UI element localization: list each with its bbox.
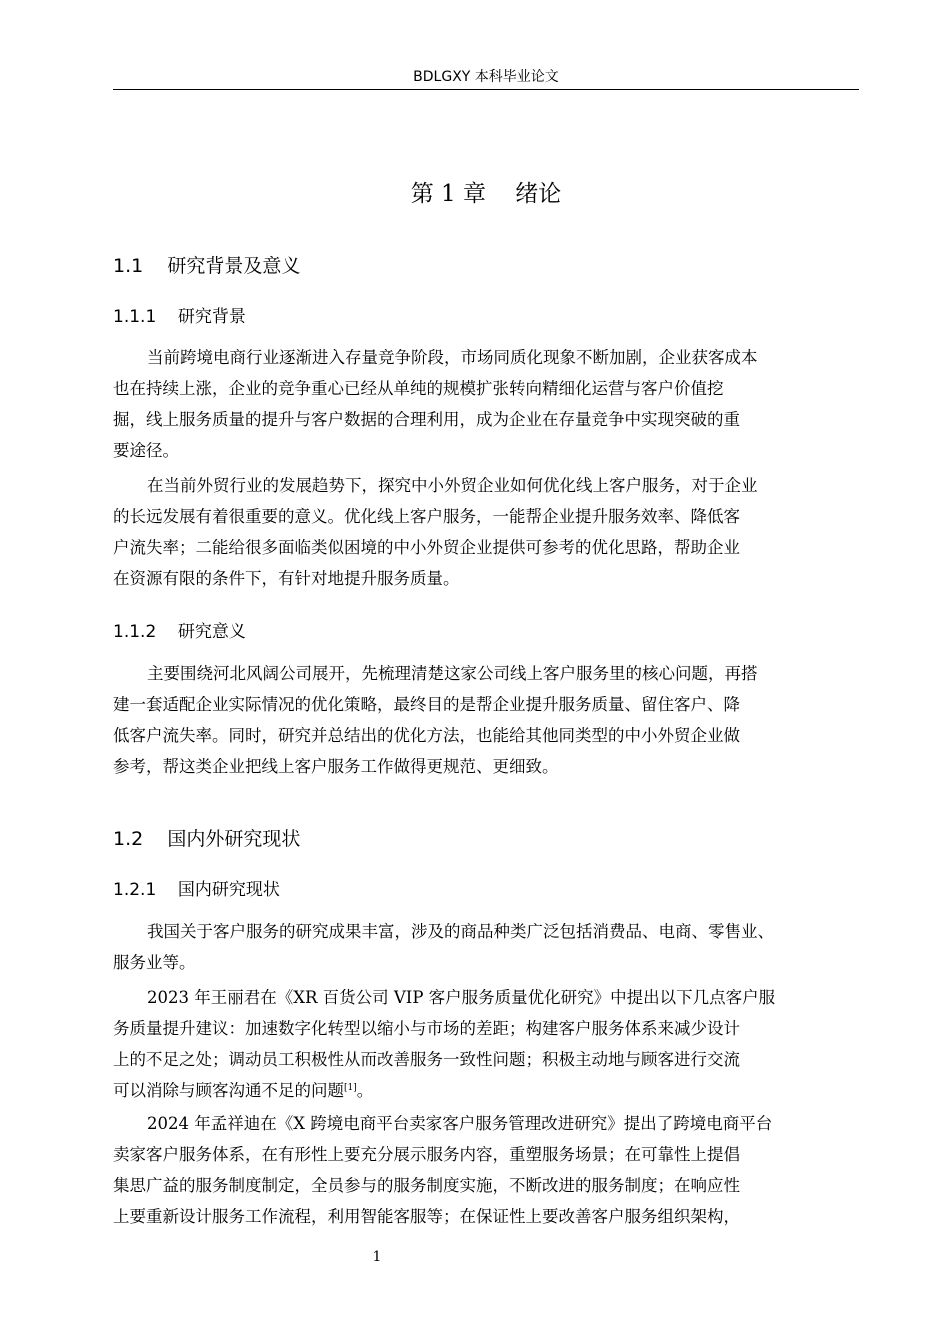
paragraph-research-background-2 <box>113 470 863 594</box>
section-heading-1-1-2: 1.1.2 研究意义 <box>113 622 246 642</box>
paragraph-domestic-research-intro <box>113 916 863 978</box>
text-line: 建一套适配企业实际情况的优化策略，最终目的是帮企业提升服务质量、留住客户、降 <box>113 695 740 714</box>
section-heading-1-2: 1.2 国内外研究现状 <box>113 828 301 850</box>
running-header: BDLGXY 本科毕业论文 <box>413 69 559 85</box>
chapter-title: 第 1 章 绪论 <box>410 181 562 207</box>
text-line: 当前跨境电商行业逐渐进入存量竞争阶段，市场同质化现象不断加剧，企业获客成本 <box>147 348 758 367</box>
text-line: 2024 年孟祥迪在《X 跨境电商平台卖家客户服务管理改进研究》提出了跨境电商平台 <box>147 1114 773 1133</box>
section-heading-1-1: 1.1 研究背景及意义 <box>113 255 301 277</box>
header-rule <box>113 89 859 90</box>
text-line: 2023 年王丽君在《XR 百货公司 VIP 客户服务质量优化研究》中提出以下几点客户服 <box>147 988 776 1007</box>
text-line: 集思广益的服务制度制定，全员参与的服务制度实施，不断改进的服务制度；在响应性 <box>113 1176 740 1195</box>
text-line-with-citation <box>113 1075 863 1106</box>
text-line: 卖家客户服务体系，在有形性上要充分展示服务内容，重塑服务场景；在可靠性上提倡 <box>113 1145 740 1164</box>
paragraph-research-significance <box>113 658 863 782</box>
paragraph-research-background-1 <box>113 342 863 466</box>
citation-ref: [1] <box>344 1083 357 1093</box>
text-line: 上的不足之处；调动员工积极性从而改善服务一致性问题；积极主动地与顾客进行交流 <box>113 1050 740 1069</box>
text-line: 低客户流失率。同时，研究并总结出的优化方法，也能给其他同类型的中小外贸企业做 <box>113 726 740 745</box>
text-line: 在当前外贸行业的发展趋势下，探究中小外贸企业如何优化线上客户服务，对于企业 <box>147 476 758 495</box>
text-line: 务质量提升建议：加速数字化转型以缩小与市场的差距；构建客户服务体系来减少设计 <box>113 1019 740 1038</box>
paragraph-domestic-research-2024 <box>113 1108 863 1232</box>
text-line: 上要重新设计服务工作流程，利用智能客服等；在保证性上要改善客户服务组织架构， <box>113 1207 740 1226</box>
text-line: 户流失率；二能给很多面临类似困境的中小外贸企业提供可参考的优化思路，帮助企业 <box>113 538 740 557</box>
text-line: 参考，帮这类企业把线上客户服务工作做得更规范、更细致。 <box>113 757 559 776</box>
text-line: 我国关于客户服务的研究成果丰富，涉及的商品种类广泛包括消费品、电商、零售业、 <box>147 922 774 941</box>
section-heading-1-2-1: 1.2.1 国内研究现状 <box>113 880 280 900</box>
text-line: 掘，线上服务质量的提升与客户数据的合理利用，成为企业在存量竞争中实现突破的重 <box>113 410 740 429</box>
text-line: 服务业等。 <box>113 953 196 972</box>
section-heading-1-1-1: 1.1.1 研究背景 <box>113 307 246 327</box>
page-number: 1 <box>372 1249 382 1265</box>
text-line: 可以消除与顾客沟通不足的问题 <box>113 1081 344 1100</box>
text-line: 的长远发展有着很重要的意义。优化线上客户服务，一能帮企业提升服务效率、降低客 <box>113 507 740 526</box>
text-line: 要途径。 <box>113 441 179 460</box>
text-line: 主要围绕河北风阔公司展开，先梳理清楚这家公司线上客户服务里的核心问题，再搭 <box>147 664 758 683</box>
sentence-end: 。 <box>356 1081 374 1100</box>
paragraph-domestic-research-2023 <box>113 982 863 1106</box>
text-line: 在资源有限的条件下，有针对地提升服务质量。 <box>113 569 460 588</box>
text-line: 也在持续上涨，企业的竞争重心已经从单纯的规模扩张转向精细化运营与客户价值挖 <box>113 379 724 398</box>
